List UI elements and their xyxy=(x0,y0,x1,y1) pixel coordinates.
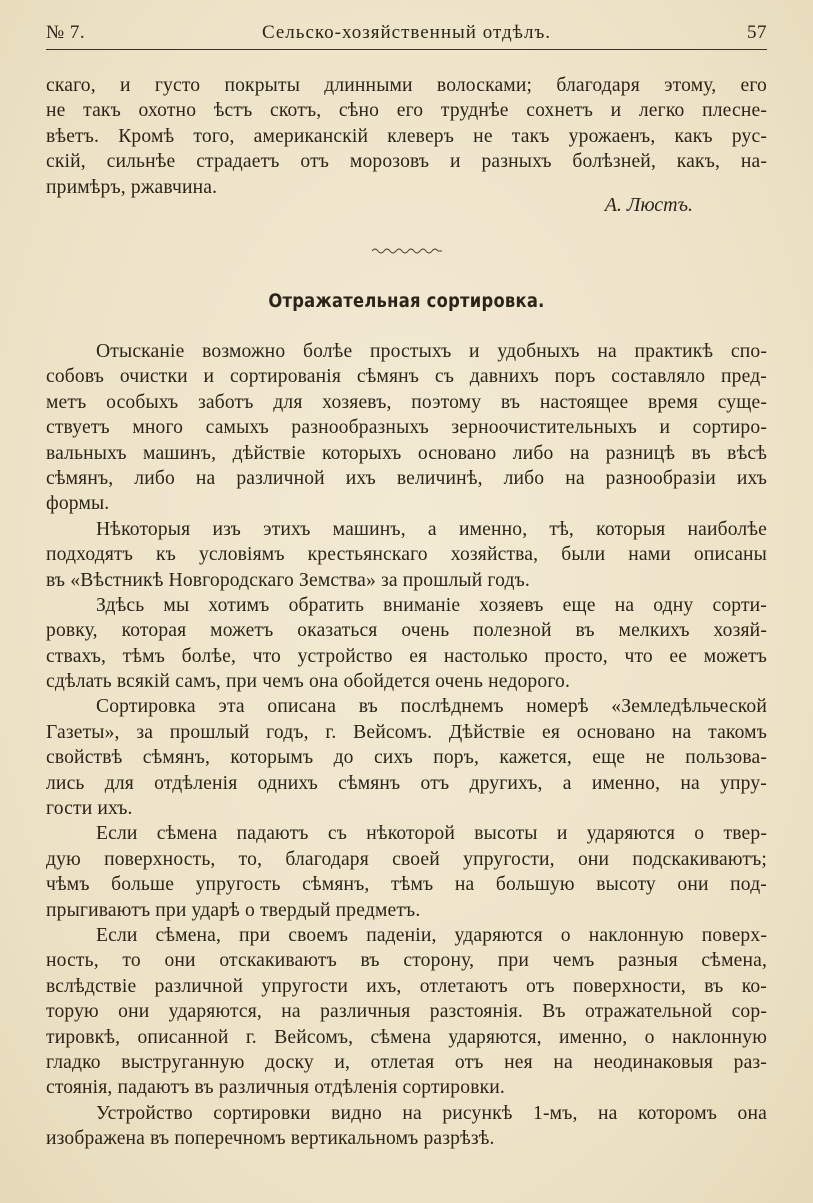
section-title: Сельско-хозяйственный отдѣлъ. xyxy=(261,22,552,43)
text-line: ствахъ, тѣмъ болѣе, что устройство ея настолько просто, что ее можетъ xyxy=(46,645,767,667)
text-line: Устройство сортировки видно на рисункѣ 1-мъ, на которомъ она xyxy=(96,1102,767,1124)
text-line: вальныхъ машинъ, дѣйствіе которыхъ основано либо на разницѣ въ вѣсѣ xyxy=(46,442,767,464)
text-line: примѣръ, ржавчина. xyxy=(46,176,218,198)
text-line: Нѣкоторыя изъ этихъ машинъ, а именно, тѣ, которыя наиболѣе xyxy=(96,518,767,540)
text-line: собовъ очистки и сортированія сѣмянъ съ давнихъ поръ составляло пред- xyxy=(46,366,767,388)
text-line: торую они ударяются, на различныя разстоянія. Въ отражательной сор- xyxy=(46,1001,767,1023)
text-line: Газеты», за прошлый годъ, г. Вейсомъ. Дѣйствіе ея основано на такомъ xyxy=(46,721,767,743)
text-line: прыгиваютъ при ударѣ о твердый предметъ. xyxy=(46,899,421,921)
article-title: Отражательная сортировка. xyxy=(268,290,545,312)
text-line: дую поверхность, то, благодаря своей упругости, они подскакиваютъ; xyxy=(46,848,767,870)
text-line: чѣмъ больше упругость сѣмянъ, тѣмъ на большую высоту они под- xyxy=(46,874,767,896)
text-line: гости ихъ. xyxy=(46,798,133,820)
intro-paragraph xyxy=(46,73,767,200)
text-line: не такъ охотно ѣстъ скотъ, сѣно его труднѣе сохнетъ и легко плесне- xyxy=(46,100,767,122)
author-signature: А. Люстъ. xyxy=(604,194,693,216)
header-rule xyxy=(46,49,767,50)
text-line: вслѣдствіе различной упругости ихъ, отлетаютъ отъ поверхности, въ ко- xyxy=(46,975,767,997)
text-line: формы. xyxy=(46,493,110,515)
text-line: Если сѣмена, при своемъ паденіи, ударяются о наклонную поверх- xyxy=(96,924,767,946)
section-divider-ornament xyxy=(0,241,813,259)
text-line: Если сѣмена падаютъ съ нѣкоторой высоты и ударяются о твер- xyxy=(96,823,767,845)
text-line: ствуетъ много самыхъ разнообразныхъ зерноочистительныхъ и сортиро- xyxy=(46,417,767,439)
text-line: тировкѣ, описанной г. Вейсомъ, сѣмена ударяются, именно, о наклонную xyxy=(46,1026,767,1048)
text-line: изображена въ поперечномъ вертикальномъ разрѣзѣ. xyxy=(46,1128,495,1150)
page-number: 57 xyxy=(747,22,767,43)
text-line: метъ особыхъ заботъ для хозяевъ, поэтому въ настоящее время суще- xyxy=(46,391,767,413)
text-line: подходятъ къ условіямъ крестьянскаго хозяйства, были нами описаны xyxy=(46,544,767,566)
text-line: вѣетъ. Кромѣ того, американскій клеверъ не такъ урожаенъ, какъ рус- xyxy=(46,125,767,147)
text-line: ность, то они отскакиваютъ въ сторону, при чемъ разныя сѣмена, xyxy=(46,950,767,972)
text-line: гладко выструганную доску и, отлетая отъ нея на неодинаковыя раз- xyxy=(46,1051,767,1073)
text-line: скаго, и густо покрыты длинными волосками; благодаря этому, его xyxy=(46,75,767,96)
text-line: ровку, которая можетъ оказаться очень полезной въ мелкихъ хозяй- xyxy=(46,620,767,642)
text-line: Сортировка эта описана въ послѣднемъ номерѣ «Земледѣльческой xyxy=(96,696,767,718)
text-line: стоянія, падаютъ въ различныя отдѣленія сортировки. xyxy=(46,1077,505,1099)
text-line: въ «Вѣстникѣ Новгородскаго Земства» за прошлый годъ. xyxy=(46,569,530,591)
text-line: сдѣлать всякій самъ, при чемъ она обойдется очень недорого. xyxy=(46,671,571,693)
text-line: Здѣсь мы хотимъ обратить вниманіе хозяевъ еще на одну сорти- xyxy=(96,594,767,616)
text-line: скій, сильнѣе страдаетъ отъ морозовъ и разныхъ болѣзней, какъ, на- xyxy=(46,151,767,173)
text-line: свойствѣ сѣмянъ, которымъ до сихъ поръ, кажется, еще не пользова- xyxy=(46,747,767,769)
issue-number: № 7. xyxy=(46,22,86,43)
text-line: лись для отдѣленія однихъ сѣмянъ отъ другихъ, а именно, на упру- xyxy=(46,772,767,794)
running-header xyxy=(46,22,767,48)
text-line: сѣмянъ, либо на различной ихъ величинѣ, либо на разнообразіи ихъ xyxy=(46,467,767,489)
article-body xyxy=(46,339,767,1152)
text-line: Отысканіе возможно болѣе простыхъ и удобныхъ на практикѣ спо- xyxy=(96,341,767,362)
